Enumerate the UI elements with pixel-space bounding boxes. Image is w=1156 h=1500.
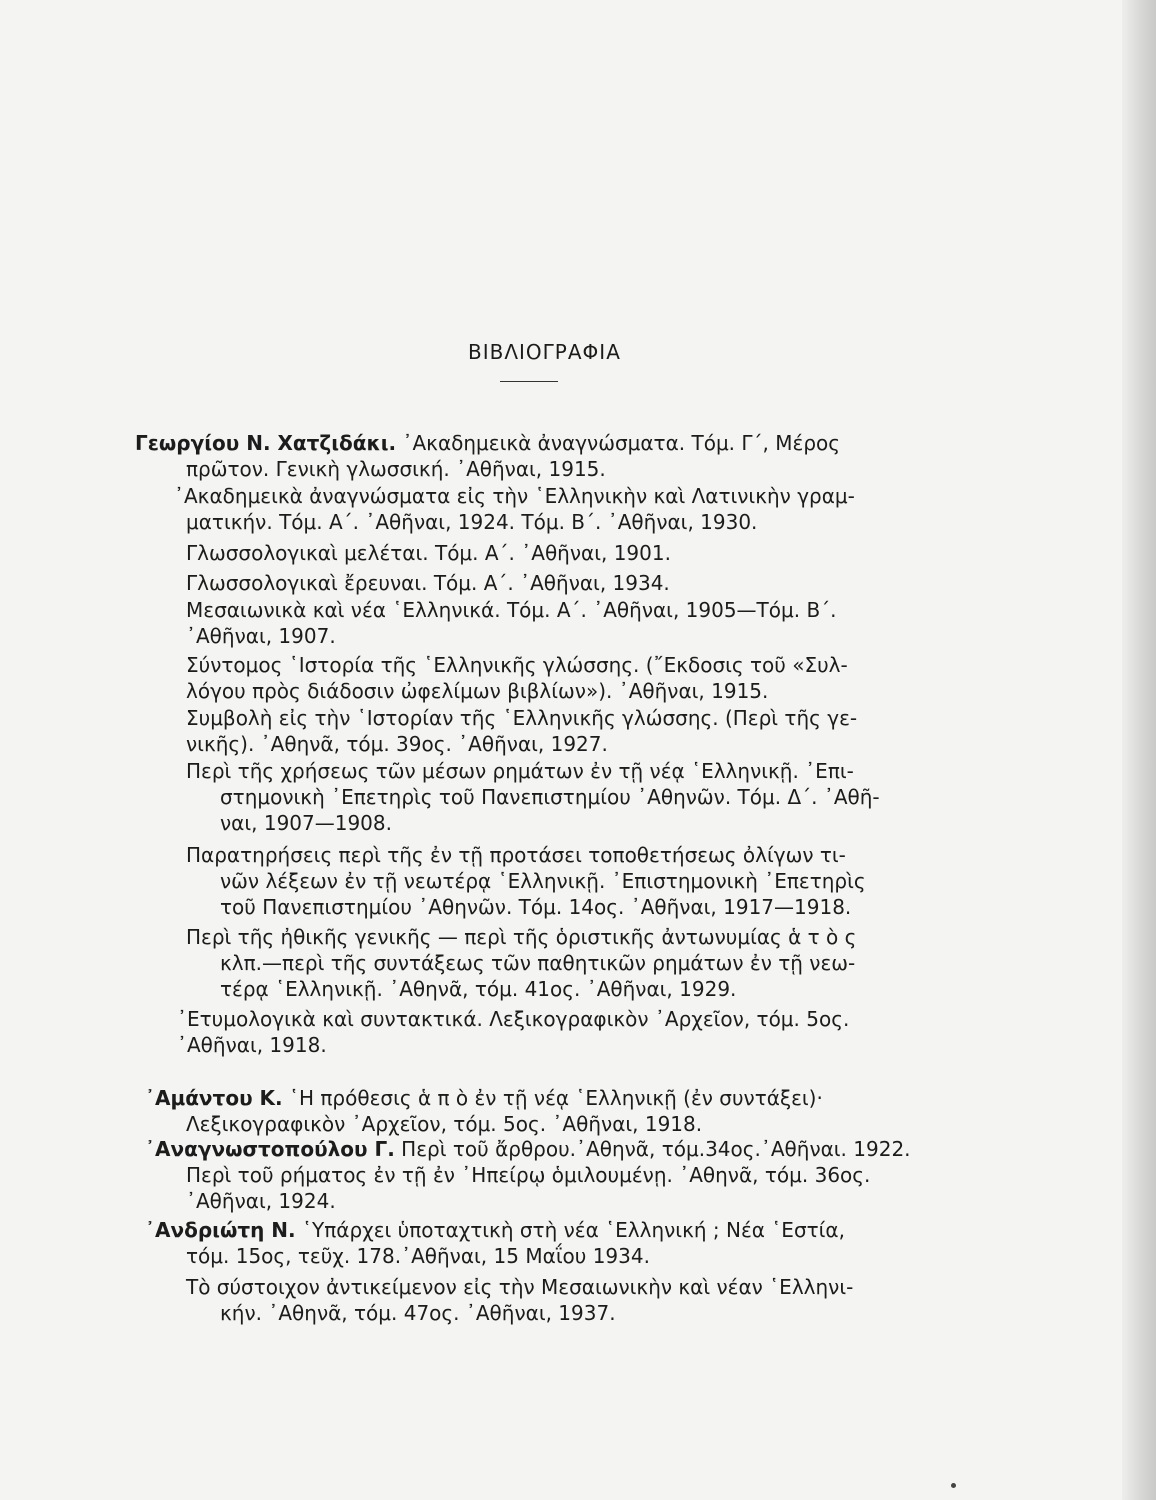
entry-line: λόγου πρὸς διάδοσιν ὠφελίμων βιβλίων»). ᾿Αθῆναι, 1915.	[186, 679, 769, 703]
title-underline	[500, 381, 558, 382]
bibliography-entry	[0, 924, 856, 1002]
bibliography-entry	[0, 842, 866, 920]
entry-author: ᾿Αμάντου Κ.	[145, 1086, 283, 1110]
entry-line: Περὶ τῆς χρήσεως τῶν μέσων ρημάτων ἐν τῇ νέᾳ ῾Ελληνικῇ. ᾿Επι-	[186, 759, 854, 783]
entry-line: Λεξικογραφικὸν ᾿Αρχεῖον, τόμ. 5ος. ᾿Αθῆναι, 1918.	[186, 1112, 703, 1136]
bibliography-entry	[0, 1006, 849, 1058]
entry-line	[0, 430, 840, 456]
entry-text: ᾿Ακαδημεικὰ ἀναγνώσματα. Τόμ. Γ΄, Μέρος	[396, 431, 840, 455]
entry-line: Μεσαιωνικὰ καὶ νέα ῾Ελληνικά. Τόμ. Α΄. ᾿Αθῆναι, 1905—Τόμ. Β΄.	[186, 598, 837, 622]
entry-line: πρῶτον. Γενικὴ γλωσσική. ᾿Αθῆναι, 1915.	[186, 457, 606, 481]
bibliography-entry	[0, 570, 670, 596]
entry-line: κήν. ᾿Αθηνᾶ, τόμ. 47ος. ᾿Αθῆναι, 1937.	[220, 1301, 616, 1325]
bibliography-entry	[0, 1217, 845, 1269]
bibliography-entry	[0, 1085, 823, 1137]
bibliography-entry	[0, 540, 671, 566]
stray-mark	[951, 1483, 956, 1488]
entry-line: ᾿Αθῆναι, 1924.	[186, 1189, 336, 1213]
bibliography-entry	[0, 1136, 911, 1162]
entry-line	[0, 1136, 911, 1162]
entry-line: κλπ.—περὶ τῆς συντάξεως τῶν παθητικῶν ρημάτων ἐν τῇ νεω-	[220, 951, 856, 975]
entry-author: Γεωργίου Ν. Χατζιδάκι.	[135, 431, 397, 455]
bibliography-entry	[0, 597, 837, 649]
entry-line: Τὸ σύστοιχον ἀντικείμενον εἰς τὴν Μεσαιωνικὴν καὶ νέαν ῾Ελληνι-	[186, 1275, 854, 1299]
entry-line: Περὶ τοῦ ρήματος ἐν τῇ ἐν ᾿Ηπείρῳ ὁμιλουμένῃ. ᾿Αθηνᾶ, τόμ. 36ος.	[186, 1163, 871, 1187]
entry-line: στημονικὴ ᾿Επετηρὶς τοῦ Πανεπιστημίου ᾿Αθηνῶν. Τόμ. Δ΄. ᾿Αθῆ-	[220, 785, 880, 809]
entry-line: Παρατηρήσεις περὶ τῆς ἐν τῇ προτάσει τοποθετήσεως ὀλίγων τι-	[186, 843, 846, 867]
entry-author: ᾿Αναγνωστοπούλου Γ.	[145, 1137, 395, 1161]
bibliography-entry	[0, 1162, 870, 1214]
entry-line: Συμβολὴ εἰς τὴν ῾Ιστορίαν τῆς ῾Ελληνικῆς γλώσσης. (Περὶ τῆς γε-	[186, 706, 858, 730]
entry-text: ῾Η πρόθεσις ἁ π ὸ ἐν τῇ νέᾳ ῾Ελληνικῇ (ἐν συντάξει)·	[282, 1086, 823, 1110]
entry-line: ναι, 1907—1908.	[220, 811, 392, 835]
page-title: ΒΙΒΛΙΟΓΡΑΦΙΑ	[468, 340, 621, 364]
bibliography-entry	[0, 1274, 853, 1326]
entry-line	[0, 1085, 823, 1111]
entry-line: ᾿Αθῆναι, 1907.	[186, 624, 336, 648]
entry-text: ῾Υπάρχει ὑποταχτικὴ στὴ νέα ῾Ελληνική ; Νέα ῾Εστία,	[295, 1218, 845, 1242]
bibliography-entry	[0, 652, 848, 704]
entry-line: νῶν λέξεων ἐν τῇ νεωτέρᾳ ῾Ελληνικῇ. ᾿Επιστημονικὴ ᾿Επετηρὶς	[220, 869, 866, 893]
page-edge	[1122, 0, 1156, 1500]
entry-line: τοῦ Πανεπιστημίου ᾿Αθηνῶν. Τόμ. 14ος. ᾿Αθῆναι, 1917—1918.	[220, 895, 852, 919]
entry-line: τόμ. 15ος, τεῦχ. 178.᾿Αθῆναι, 15 Μαΐου 1934.	[186, 1244, 650, 1268]
entry-line: ᾿Ακαδημεικὰ ἀναγνώσματα εἰς τὴν ῾Ελληνικὴν καὶ Λατινικὴν γραμ-	[174, 484, 855, 508]
entry-line: Γλωσσολογικαὶ μελέται. Τόμ. Α΄. ᾿Αθῆναι, 1901.	[186, 541, 671, 565]
entry-line: νικῆς). ᾿Αθηνᾶ, τόμ. 39ος. ᾿Αθῆναι, 1927.	[186, 732, 608, 756]
entry-line: ᾿Αθῆναι, 1918.	[177, 1033, 327, 1057]
entry-line: Σύντομος ῾Ιστορία τῆς ῾Ελληνικῆς γλώσσης. (῎Εκδοσις τοῦ «Συλ-	[186, 653, 848, 677]
bibliography-entry	[0, 483, 855, 535]
entry-line: Περὶ τῆς ἠθικῆς γενικῆς — περὶ τῆς ὁριστικῆς ἀντωνυμίας ἁ τ ὸ ς	[186, 925, 857, 949]
entry-line: Γλωσσολογικαὶ ἔρευναι. Τόμ. Α΄. ᾿Αθῆναι, 1934.	[186, 571, 670, 595]
entry-text: Περὶ τοῦ ἄρθρου.᾿Αθηνᾶ, τόμ.34ος.᾿Αθῆναι. 1922.	[394, 1137, 911, 1161]
bibliography-entry	[0, 758, 880, 836]
entry-line: ᾿Ετυμολογικὰ καὶ συντακτικά. Λεξικογραφικὸν ᾿Αρχεῖον, τόμ. 5ος.	[177, 1007, 850, 1031]
entry-line: ματικήν. Τόμ. Α΄. ᾿Αθῆναι, 1924. Τόμ. Β΄. ᾿Αθῆναι, 1930.	[186, 510, 758, 534]
entry-line	[0, 1217, 845, 1243]
entry-line: τέρᾳ ῾Ελληνικῇ. ᾿Αθηνᾶ, τόμ. 41ος. ᾿Αθῆναι, 1929.	[220, 977, 737, 1001]
bibliography-entry	[0, 705, 857, 757]
entry-author: ᾿Ανδριώτη Ν.	[145, 1218, 296, 1242]
bibliography-entry	[0, 430, 840, 482]
